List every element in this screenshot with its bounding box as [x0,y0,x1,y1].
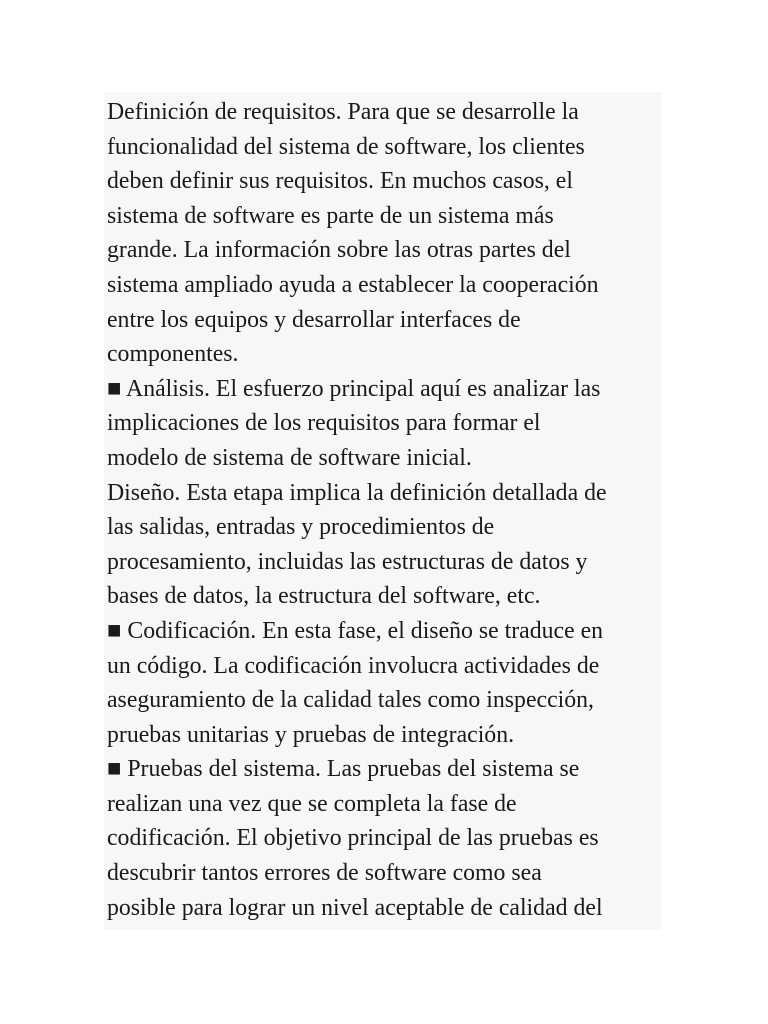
text-line: las salidas, entradas y procedimientos de [107,514,495,541]
text-line: ■ Codificación. En esta fase, el diseño se traduce en [107,617,604,644]
text-line: sistema ampliado ayuda a establecer la cooperación [107,271,599,298]
text-line: sistema de software es parte de un sistema más [107,202,554,229]
text-line: ■ Pruebas del sistema. Las pruebas del sistema se [107,756,580,783]
text-line: componentes. [107,341,239,368]
text-line: bases de datos, la estructura del software, etc. [107,583,541,610]
text-line: modelo de sistema de software inicial. [107,444,472,471]
text-line: implicaciones de los requisitos para formar el [107,410,541,437]
text-line: entre los equipos y desarrollar interfaces de [107,306,521,333]
text-line: realizan una vez que se completa la fase de [107,790,517,817]
text-line: funcionalidad del sistema de software, los clientes [107,133,585,160]
text-line: Definición de requisitos. Para que se desarrolle la [107,99,579,125]
text-line: codificación. El objetivo principal de las pruebas es [107,825,599,852]
text-line: descubrir tantos errores de software como sea [107,860,542,887]
text-line: un código. La codificación involucra actividades de [107,652,600,679]
text-line: ■ Análisis. El esfuerzo principal aquí es analizar las [107,375,601,402]
text-line: procesamiento, incluidas las estructuras de datos y [107,548,588,575]
text-line: aseguramiento de la calidad tales como inspección, [107,687,594,714]
text-content [104,92,662,925]
text-line: pruebas unitarias y pruebas de integración. [107,721,515,748]
text-line: grande. La información sobre las otras partes del [107,237,571,264]
text-line: posible para lograr un nivel aceptable de calidad del [107,894,603,921]
text-line: deben definir sus requisitos. En muchos casos, el [107,168,573,195]
text-line: Diseño. Esta etapa implica la definición detallada de [107,479,607,506]
text-block [104,92,662,930]
